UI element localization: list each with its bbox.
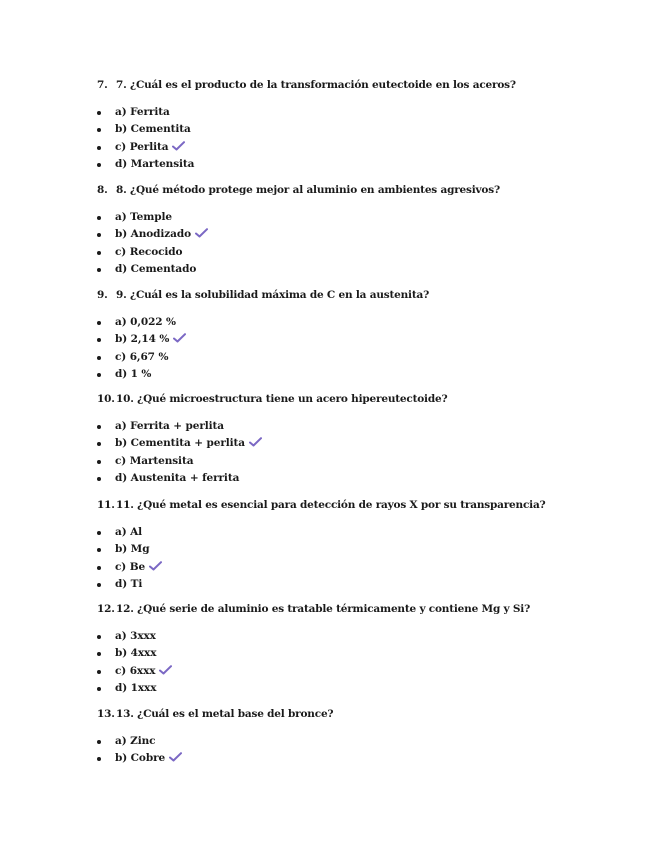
question-title [97,183,615,197]
list-item [97,366,615,383]
options-list [97,314,615,384]
option-label: d) Martensita [115,158,195,171]
bullet-icon [97,373,101,377]
question-number: 11. [97,499,115,511]
options-list [97,628,615,698]
check-icon [149,561,162,571]
bullet-icon [97,548,101,552]
bullet-icon [97,635,101,639]
list-item [97,435,615,452]
bullet-icon [97,652,101,656]
question-number: 7. [97,79,108,91]
question-text: 10. ¿Qué microestructura tiene un acero hipereutectoide? [116,393,448,405]
list-item [97,470,615,487]
bullet-icon [97,338,101,342]
list-item [97,226,615,243]
list-item [97,628,615,645]
option-label: d) Cementado [115,263,197,276]
list-item [97,559,615,576]
option-label: c) 6,67 % [115,350,169,363]
question-text: 11. ¿Qué metal es esencial para detección de rayos X por su transparencia? [116,499,546,511]
question-title [97,602,615,616]
question-7 [97,78,615,174]
option-label: d) 1xxx [115,682,157,695]
bullet-icon [97,163,101,167]
question-title [97,392,615,406]
option-label: c) 6xxx [115,664,156,677]
check-icon [169,752,182,762]
check-icon [172,141,185,151]
question-text: 8. ¿Qué método protege mejor al aluminio en ambientes agresivos? [116,184,500,196]
option-label: c) Recocido [115,245,183,258]
question-number: 10. [97,393,115,405]
bullet-icon [97,425,101,429]
question-12 [97,602,615,698]
bullet-icon [97,111,101,115]
option-label: d) Austenita + ferrita [115,472,240,485]
bullet-icon [97,128,101,132]
bullet-icon [97,687,101,691]
bullet-icon [97,268,101,272]
option-label: c) Perlita [115,140,169,153]
check-icon [173,333,186,343]
question-number: 13. [97,708,115,720]
list-item [97,541,615,558]
list-item [97,453,615,470]
option-label: c) Martensita [115,454,194,467]
check-icon [249,437,262,447]
question-text: 9. ¿Cuál es la solubilidad máxima de C en la austenita? [116,289,430,301]
list-item [97,524,615,541]
question-number: 8. [97,184,108,196]
option-label: b) 4xxx [115,647,157,660]
bullet-icon [97,460,101,464]
question-title [97,78,615,92]
question-title [97,498,615,512]
bullet-icon [97,356,101,360]
option-label: d) 1 % [115,368,152,381]
list-item [97,733,615,750]
list-item [97,121,615,138]
question-13 [97,707,615,768]
question-9 [97,288,615,384]
option-label: d) Ti [115,578,143,591]
list-item [97,645,615,662]
option-label: b) 2,14 % [115,333,170,346]
options-list [97,104,615,174]
bullet-icon [97,321,101,325]
question-title [97,288,615,302]
list-item [97,663,615,680]
list-item [97,331,615,348]
list-item [97,576,615,593]
bullet-icon [97,757,101,761]
question-text: 12. ¿Qué serie de aluminio es tratable térmicamente y contiene Mg y Si? [116,603,531,615]
option-label: b) Anodizado [115,228,191,241]
bullet-icon [97,566,101,570]
list-item [97,418,615,435]
bullet-icon [97,216,101,220]
option-label: a) Ferrita [115,106,170,118]
question-number: 9. [97,289,108,301]
list-item [97,261,615,278]
check-icon [159,665,172,675]
list-item [97,314,615,331]
option-label: a) Ferrita + perlita [115,420,224,432]
options-list [97,418,615,488]
list-item [97,750,615,767]
list-item [97,680,615,697]
options-list [97,733,615,768]
list-item [97,104,615,121]
check-icon [195,228,208,238]
list-item [97,244,615,261]
bullet-icon [97,251,101,255]
question-10 [97,392,615,488]
bullet-icon [97,583,101,587]
option-label: b) Cobre [115,752,166,765]
option-label: b) Cementita + perlita [115,437,246,450]
list-item [97,349,615,366]
option-label: c) Be [115,560,146,573]
option-label: a) Zinc [115,735,156,747]
bullet-icon [97,670,101,674]
list-item [97,139,615,156]
bullet-icon [97,477,101,481]
bullet-icon [97,146,101,150]
option-label: a) Temple [115,211,172,223]
option-label: b) Mg [115,543,150,556]
bullet-icon [97,233,101,237]
question-number: 12. [97,603,115,615]
question-8 [97,183,615,279]
question-text: 7. ¿Cuál es el producto de la transformación eutectoide en los aceros? [116,79,516,91]
options-list [97,524,615,594]
question-title [97,707,615,721]
option-label: a) 0,022 % [115,316,176,328]
bullet-icon [97,740,101,744]
options-list [97,209,615,279]
list-item [97,156,615,173]
option-label: b) Cementita [115,123,191,136]
bullet-icon [97,531,101,535]
list-item [97,209,615,226]
question-11 [97,498,615,594]
option-label: a) 3xxx [115,630,156,642]
option-label: a) Al [115,526,143,538]
question-text: 13. ¿Cuál es el metal base del bronce? [116,708,334,720]
bullet-icon [97,442,101,446]
